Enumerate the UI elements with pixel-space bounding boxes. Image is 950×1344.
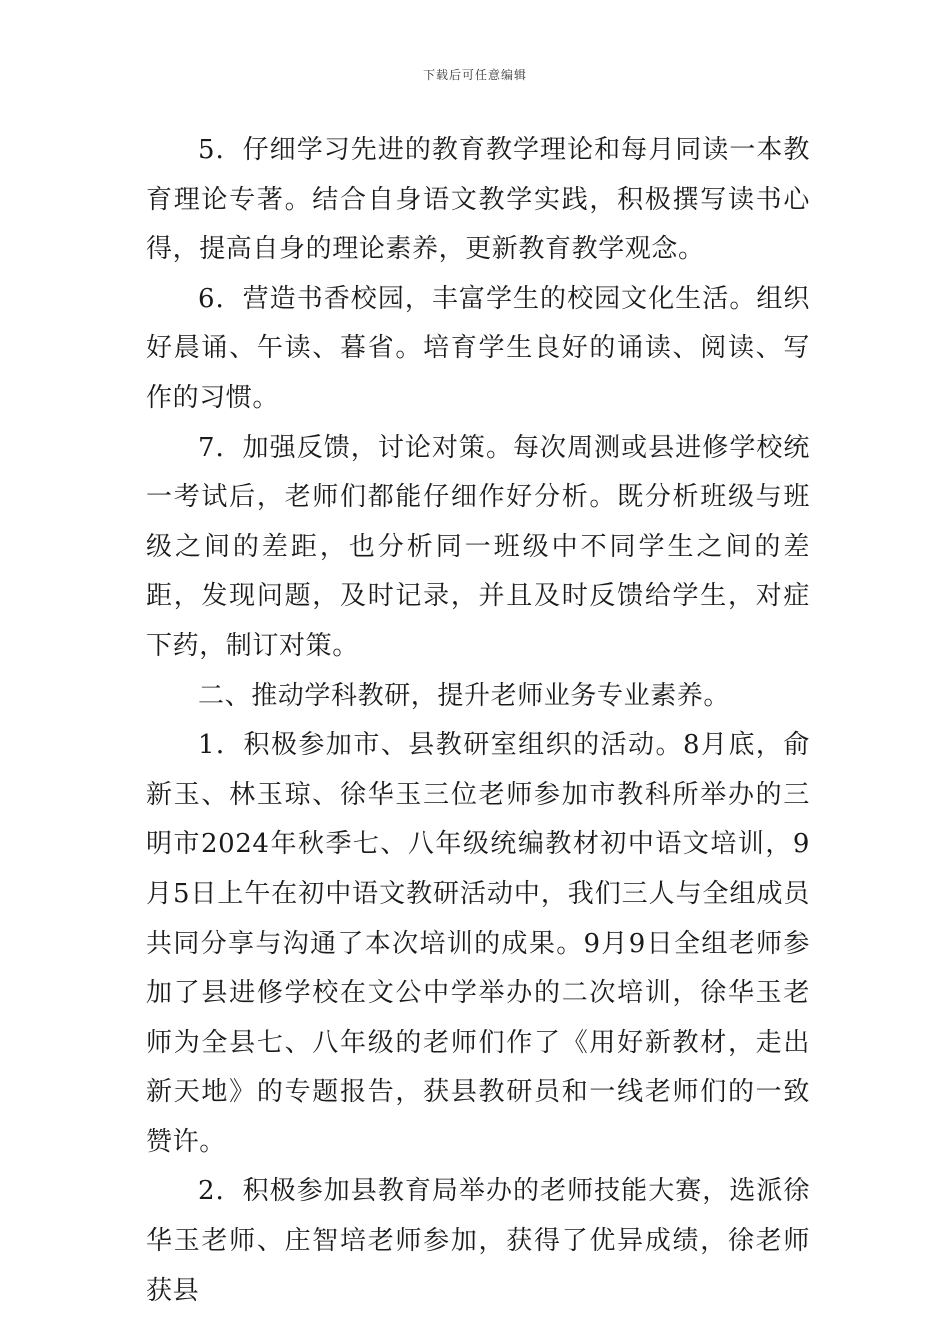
page-header-note: 下载后可任意编辑 (422, 68, 527, 82)
paragraph-item-5: 5．仔细学习先进的教育教学理论和每月同读一本教育理论专著。结合自身语文教学实践，积极撰写读书心得，提高自身的理论素养，更新教育教学观念。 (146, 135, 810, 265)
section-heading-2: 二、推动学科教研，提升老师业务专业素养。 (198, 680, 731, 711)
document-body (146, 126, 810, 1316)
paragraph-subitem-1: 1．积极参加市、县教研室组织的活动。8月底，俞新玉、林玉琼、徐华玉三位老师参加市教科所举办的三明市2024年秋季七、八年级统编教材初中语文培训，9月5日上午在初中语文教研活动中，我们三人与全组成员共同分享与沟通了本次培训的成果。9月9日全组老师参加了县进修学校在文公中学举办的二次培训，徐华玉老师为全县七、八年级的老师们作了《用好新教材，走出新天地》的专题报告，获县教研员和一线老师们的一致赞许。 (146, 730, 810, 1157)
paragraph-subitem-2: 2．积极参加县教育局举办的老师技能大赛，选派徐华玉老师、庄智培老师参加，获得了优异成绩，徐老师获县 (146, 1176, 810, 1306)
paragraph-item-6: 6．营造书香校园，丰富学生的校园文化生活。组织好晨诵、午读、暮省。培育学生良好的诵读、阅读、写作的习惯。 (146, 283, 810, 413)
paragraph-item-7: 7．加强反馈，讨论对策。每次周测或县进修学校统一考试后，老师们都能仔细作好分析。既分析班级与班级之间的差距，也分析同一班级中不同学生之间的差距，发现问题，及时记录，并且及时反馈给学生，对症下药，制订对策。 (146, 432, 810, 661)
